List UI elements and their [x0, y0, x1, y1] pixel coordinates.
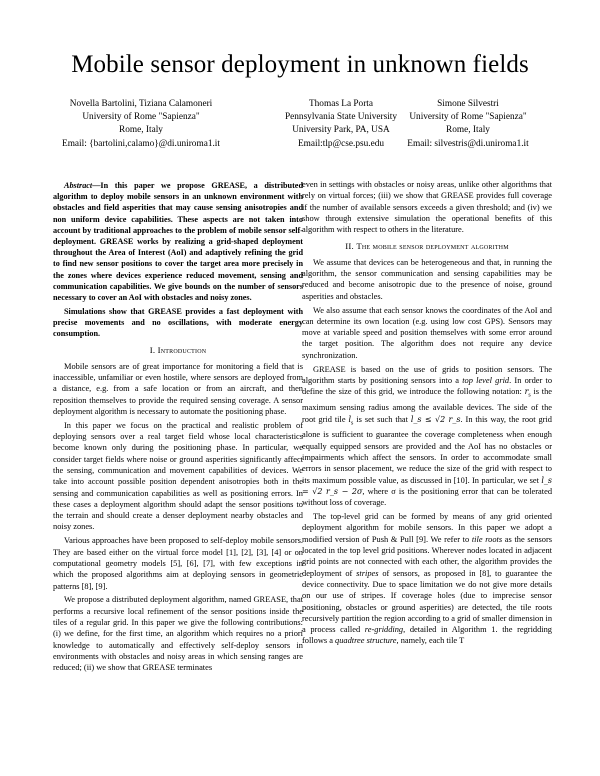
intro-paragraph-4: We propose a distributed deployment algorithm, named GREASE, that performs a recursive local refinement of the sensor positions inside the tiles of a regular grid. In this paper we give the following contributions: (i) we define, for the first time, an algorithm which requires no a priori knowledge to automatically and effectively self-deploy sensors in environments with obstacles and noisy areas in which sensing ranges are reduced; (ii) we show that GREASE terminates [53, 595, 303, 673]
author-block-3 [368, 98, 568, 151]
equation-2: l_s = √2 r_s − 2σ [302, 475, 552, 496]
abstract [53, 180, 303, 303]
author-location: Rome, Italy [446, 125, 490, 136]
equation-1: l_s ≤ √2 r_s [410, 414, 461, 424]
section-heading-algorithm: II. The mobile sensor deployment algorithm [345, 241, 509, 252]
paper-title: Mobile sensor deployment in unknown fields [71, 51, 529, 78]
author-affiliation: Pennsylvania State University [284, 112, 398, 123]
author-affiliation: University of Rome "Sapienza" [409, 112, 527, 123]
author-block-1 [46, 98, 236, 151]
contribution-continued: even in settings with obstacles or noisy areas, unlike other algorithms that rely on virtual forces; (iii) we show that GREASE provides full coverage if the number of available sensors exceeds a given threshold; and (iv) we show through extensive simulation the operational benefits of this algorithm with respect to others in the literature. [302, 180, 552, 235]
intro-paragraph-1: Mobile sensors are of great importance for monitoring a field that is inaccessible, unfamiliar or even hostile, where sensors are deployed from a distance, e.g. from a safe location or from an aircraft, and then reposition themselves to provide the required sensing coverage. A sensor deployment algorithm is necessary to automate the positioning phase. [53, 361, 303, 416]
term-top-level-grid: top level grid [462, 375, 510, 385]
term-tile-roots: tile roots [471, 534, 503, 544]
algorithm-paragraph-3: GREASE is based on the use of grids to position sensors. The algorithm starts by positioning sensors into a top level grid. In order to define the size of this grid, we introduce the following notation: $r_s$ is the maximum sensing radius among the available devices. The side of the root grid tile $l_s$ is set such that l_s ≤ √2 r_s. In this way, the root grid alone is sufficient to guarantee the coverage completeness when enough equally equipped sensors are provided and the AoI has no obstacles or impairments which affect the sensors. In order to accommodate small errors in sensor placement, we reduce the size of the grid with respect to its maximum possible value, as discussed in [10]. In particular, we set l_s = √2 r_s − 2σ, where σ is the positioning error that can be tolerated without loss of coverage. [302, 364, 553, 508]
abstract-paragraph-2: Simulations show that GREASE provides a fast deployment with precise movements and no oscillations, with moderate energy consumption. [53, 306, 303, 339]
author-email: Email: {bartolini,calamo}@di.uniroma1.it [62, 138, 220, 149]
term-re-gridding: re-gridding [364, 625, 404, 635]
left-column [53, 180, 303, 676]
author-name: Simone Silvestri [437, 99, 499, 109]
algorithm-paragraph-1: We assume that devices can be heterogeneous and that, in running the algorithm, the sensor communication and sensing capabilities may be reduced and become anisotropic due to the presence of noise, ground asperities and obstacles. [302, 257, 552, 301]
author-location: Rome, Italy [119, 125, 163, 136]
term-quadtree: quadtree structure [335, 636, 397, 646]
algorithm-paragraph-4: The top-level grid can be formed by means of any grid oriented deployment algorithm for mobile sensors. In this paper we adopt a modified version of Push & Pull [9]. We refer to tile roots as the sensors located in the top level grid positions. Wherever nodes located in adjacent grid points are not connected with each other, the algorithm provides the deployment of stripes of sensors, as proposed in [8], to guarantee the device connectivity. Due to space limitation we do not give more details on our use of stripes. If coverage holes (due to imprecise sensor positioning, obstacles or ground asperities) are detected, the tile roots recursively partition the region according to a grid of smaller dimension in a process called re-gridding, detailed in Algorithm 1. the regridding follows a quadtree structure, namely, each tile T [302, 512, 553, 646]
term-stripes: stripes [356, 568, 379, 578]
author-location: University Park, PA, USA [292, 125, 390, 136]
author-email: Email:tlp@cse.psu.edu [297, 138, 385, 149]
symbol-ls: l [348, 414, 352, 424]
abstract-label: Abstract [64, 181, 93, 190]
author-name: Novella Bartolini, Tiziana Calamoneri [69, 99, 213, 109]
symbol-rs: r [524, 387, 529, 397]
author-name: Thomas La Porta [308, 99, 374, 109]
right-column [302, 179, 552, 649]
intro-paragraph-2: In this paper we focus on the practical and realistic problem of deploying sensors over a real target field whose local characteristics become known only during the positioning phase. In particular, we consider target fields where noise or ground asperities significantly affect the sensing, communication and movement capabilities of devices. We take into account possible position dependent anisotropies both in the sensing and communication capabilities as well as positioning errors. In these cases a deployment algorithm should adapt the sensor positions to the terrain and should create a denser deployment nearby obstacles and noisy zones. [53, 420, 303, 532]
author-email: Email: silvestris@di.uniroma1.it [407, 138, 529, 149]
intro-paragraph-3: Various approaches have been proposed to self-deploy mobile sensors. They are based either on the virtual force model [1], [2], [3], [4] or on computational geometry models [5], [6], [7], with few exceptions in which the proposed algorithms aim at deploying sensors in geometric patterns [8], [9]. [53, 536, 303, 591]
algorithm-paragraph-2: We also assume that each sensor knows the coordinates of the AoI and can determine its own location (e.g. using low cost GPS). Sensors may move at variable speed and position themselves with some error around the target position. The algorithm does not require any device synchronization. [302, 305, 552, 360]
abstract-text: —In this paper we propose GREASE, a distributed algorithm to deploy mobile sensors in an unknown environment with obstacles and field asperities that may cause sensing anisotropies and non uniform device capabilities. These aspects are not taken into account by traditional approaches to the problem of mobile sensor self-deployment. GREASE works by realizing a grid-shaped deployment throughout the Area of Interest (AoI) and adaptively refining the grid to find new sensor positions to cover the target area more precisely in the zones where devices experience reduced movement, sensing and communication capabilities. We give bounds on the number of sensors necessary to cover an AoI with obstacles and noisy zones. [53, 181, 303, 303]
section-heading-introduction: I. Introduction [149, 345, 207, 356]
author-affiliation: University of Rome "Sapienza" [82, 112, 200, 123]
